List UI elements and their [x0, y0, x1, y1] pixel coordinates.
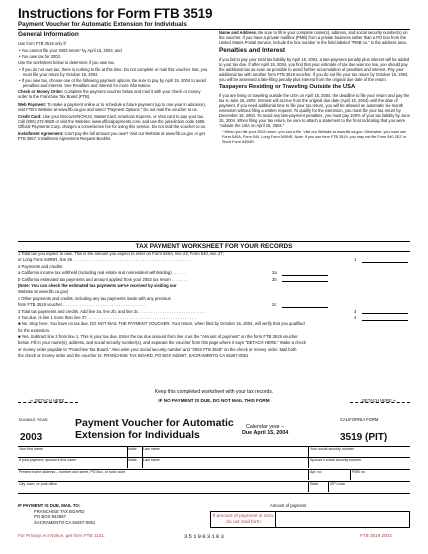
privacy-notice: For Privacy Act Notice, get form FTB 1131. [18, 533, 105, 538]
voucher-title: Payment Voucher for Automatic Extension for Individuals [75, 417, 234, 441]
initial-field[interactable]: Initial [128, 447, 137, 451]
scissors-icon: ✂ [30, 398, 35, 403]
line-3-amount[interactable] [362, 309, 408, 315]
use-intro: Use form FTB 3519 only if: [18, 40, 67, 46]
state-field[interactable]: State [310, 482, 319, 486]
line-4-amount[interactable] [362, 315, 408, 321]
last-name-field[interactable]: Last name [143, 447, 160, 451]
first-name-field[interactable]: Your first name [19, 447, 44, 451]
spouse-initial-field[interactable]: Initial [128, 458, 137, 462]
check-paragraph: Check or Money Order: Complete the payment voucher below and mail it with your check or money order to the Franchise Tax Board (FTB). [18, 89, 201, 100]
line-1-amount[interactable] [362, 257, 408, 263]
penalties-paragraph: If you fail to pay your total tax liability by April 15, 2004, a late-payment penalty plus interest will be added to your tax due. If after April 15, 2004, you find that your estimate of tax due was too low, you should pay the additional tax as soon as possible to avoid further accumulation of penalties and interest. Pay your additional tax with another form FTB 3519 voucher. If you do not file your tax return by October 15, 2004, you will be assessed a late-filing penalty plus interest from the original due date of the return. [219, 56, 410, 83]
web-paragraph: Web Payment: To make a payment online or to schedule a future payment (up to one year in advance), visit FTB's Website at www.ftb.ca.gov and select "Payment Options." Do not mail the voucher to us. [18, 101, 206, 112]
worksheet-line-2a: a California income tax withheld (including real estate and nonresident withholding) . . . . . . 2a [18, 270, 410, 276]
form-footer: FTB 3519 2003 [360, 533, 392, 538]
worksheet-line-3: 3 Total tax payments and credits. Add line 2a, line 2b, and line 2c . . . . . . . . . . . . . . . . . . . . . . . . . . . . . 3 [18, 309, 410, 315]
worksheet-line-1: 1 Total tax you expect to owe. This is the amount you expect to enter on Form 540A, line 23; Form 540, line 37; [18, 251, 224, 256]
spouse-first-name-field[interactable]: If joint payment, spouse's first name [19, 458, 77, 462]
instructions-right-column [219, 30, 410, 147]
worksheet-line-2b-note: (Note: You can check the estimated tax payments we've received by visiting our [18, 282, 177, 288]
apt-field[interactable]: Apt. no. [310, 470, 323, 474]
form-code: 351903103 [184, 533, 226, 540]
keep-records-note: Keep this completed worksheet with your tax records. [154, 389, 274, 395]
ssn-field[interactable]: Your social security number [310, 447, 355, 451]
calendar-year: Calendar year – Due April 15, 2004 [242, 424, 289, 437]
scissors-icon: ✂ [391, 398, 397, 403]
worksheet-no: ■ No. Stop here. You have no tax due. DO NOT MAIL THE PAYMENT VOUCHER. Your return, when filed by October 15, 2004, will verify that you qualified [18, 321, 305, 327]
detach-here-right: DETACH HERE ✂ [362, 398, 397, 403]
spouse-last-name-field[interactable]: Last name [143, 458, 160, 462]
outside-usa-paragraph: If you are living or traveling outside the USA on April 15, 2004, the deadline to file your return and pay the tax is June 15, 2004. Interest will accrue from the original due date (April 15, 2004) until the date of payment. If you need additional time to file your tax return, you will be allowed an automatic six-month extension without filing a written request. To qualify for the extension, you must file your tax return by December 15, 2004. To avoid any late-payment penalties, you must pay 100% of your tax liability by June 15, 2004. When filing your tax return, be sure to attach a statement to the front indicating that you were "outside the USA on April 15, 2004." [219, 92, 410, 129]
install-paragraph: Installment Agreement: Can't pay the full amount you owe? Visit our Website at www.ftb.ca.gov or get FTB 3567, Installment Agreement Request Booklet. [18, 131, 205, 142]
address-field[interactable]: Present home address – number and street, PO Box, or rural route [19, 470, 126, 474]
credit-paragraph: Credit Card: Use your Discover/NOVUS, MasterCard, American Express, or Visa card to pay your tax. Call (800) 272-9829 or visit the Website: www.officialpayments.com, and use the jurisdiction code 1555. Official Payments Corp. charges a convenience fee for using this service. Do not mail the voucher to us. [18, 113, 207, 130]
use-condition-2: • You owe tax for 2003. [19, 53, 61, 59]
worksheet-line-2b: b California estimated tax payments and amount applied from your 2002 tax return . . . . . . . 2b [18, 277, 410, 283]
amount-label: Amount of payment [270, 503, 307, 508]
method-bullet-1: • If you do not owe tax, there is nothing to file at this time. Do not complete or mail this voucher. But, you must file your return by October 15, 2004. [19, 66, 208, 78]
divider [350, 469, 351, 480]
efile-note: * When you file your 2003 return, you can e-file. Visit our Website at www.ftb.ca.gov. Otherwise, you must use Form 540A, Form 540, Long Form 540NR, Note: If you use form FTB 3519, you may not file Form 540 2EZ or Short Form 540NR. [222, 130, 407, 144]
worksheet-line-1b: or Long Form 540NR, line 46 . . . . . . . . . . . . . . . . . . . . . . . . . . . . . . . . . . . . . . . . . . . . . . . . . . . 1 [18, 257, 410, 263]
mailing-address: IF PAYMENT IS DUE, MAIL TO: FRANCHISE TAX BOARD PO BOX 942867 SACRAMENTO CA 94267-0051 [18, 503, 96, 525]
method-intro: Use the worksheet below to determine if you owe tax. [18, 59, 115, 65]
divider [308, 457, 309, 468]
worksheet [18, 251, 410, 360]
divider [308, 469, 309, 480]
line-2b-amount[interactable] [282, 277, 328, 283]
divider [308, 446, 309, 457]
page-title: Instructions for Form FTB 3519 [18, 6, 213, 21]
taxable-year-label: TAXABLE YEAR [18, 417, 48, 422]
city-field[interactable]: City, town, or post office [19, 482, 58, 486]
worksheet-yes: ■ Yes. Subtract line 3 from line 1. This is your tax due. Enter the tax due amount from line 4 as the "Amount of payment" on the form FTB 3519 voucher [18, 334, 298, 340]
taxable-year: 2003 [20, 432, 43, 443]
divider [18, 493, 410, 494]
california-form-label: CALIFORNIA FORM [340, 417, 379, 422]
general-information-heading: General Information [18, 31, 79, 38]
worksheet-line-2b-note2: Website at www.ftb.ca.gov) [18, 289, 69, 295]
page-subtitle: Payment Voucher for Automatic Extension for Individuals [18, 21, 187, 28]
worksheet-line-2c: c Other payments and credits, including any tax payments made with any previous [18, 295, 171, 301]
worksheet-line-4: 4 Tax due. Is line 1 more than line 3? . . . . . . . . . . . . . . . . . . . . . . . . . . . . . . . . . . . . . . . . . . . . . . . 4 [18, 315, 410, 321]
spouse-ssn-field[interactable]: Spouse's social security number [310, 458, 362, 462]
zip-field[interactable]: ZIP Code [330, 482, 346, 486]
pmb-field[interactable]: PMB no. [352, 470, 366, 474]
divider [328, 481, 329, 492]
voucher-row-city [18, 481, 410, 482]
worksheet-line-2c2: form FTB 3519 voucher . . . . . . . . . . . . . . . . . . . . . . . . . . . . . . . . . . . . 2c [18, 302, 410, 308]
instructions-left-column [18, 30, 208, 143]
line-2a-amount[interactable] [282, 270, 328, 276]
no-payment-note: IF NO PAYMENT IS DUE, DO NOT MAIL THIS FORM [158, 398, 270, 403]
worksheet-yes-2: below. Fill in your name(s), address, and social security number(s), and separate the voucher from this page where it says "DETACH HERE." Make a check [18, 340, 306, 346]
worksheet-yes-3: or money order payable to "Franchise Tax Board." Also write your social security number and "2003 FTB 3519" on the check or money order. Mail both [18, 346, 297, 352]
form-number: 3519 (PIT) [340, 432, 388, 443]
use-condition-1: • You cannot file your 2003 return* by April 15, 2004; and [19, 47, 122, 53]
worksheet-title: TAX PAYMENT WORKSHEET FOR YOUR RECORDS [18, 241, 410, 252]
name-address-paragraph: Name and Address. Be sure to fill in your complete name(s), address, and social security number(s) on the voucher. If you have a private mailbox (PMB) from a private business rather than a PO box from the United States Postal Service, include the box number in the field labeled "PMB no." in the address area. [219, 30, 408, 46]
worksheet-line-2: 2 Payments and credits: [18, 263, 63, 269]
detach-here-left: ✂ DETACH HERE [30, 398, 65, 403]
line-2c-amount[interactable] [282, 302, 328, 308]
penalties-heading: Penalties and Interest [219, 47, 286, 55]
worksheet-no-2: for the extension. [18, 327, 51, 333]
method-bullet-2: • If you owe tax, choose one of the following payment options. Be sure to pay by April 15, 2004 to avoid penalties and interest. See Penalties and Interest for more information. [19, 78, 206, 89]
divider [308, 481, 309, 492]
zero-amount-note: If amount of payment is zero, do not mail form [212, 512, 276, 527]
worksheet-yes-4: the check or money order and the voucher to: FRANCHISE TAX BOARD, PO BOX 942867, SACRAMENTO CA 94267-0051 [18, 353, 249, 359]
outside-usa-heading: Taxpayers Residing or Traveling Outside the USA [219, 84, 356, 91]
